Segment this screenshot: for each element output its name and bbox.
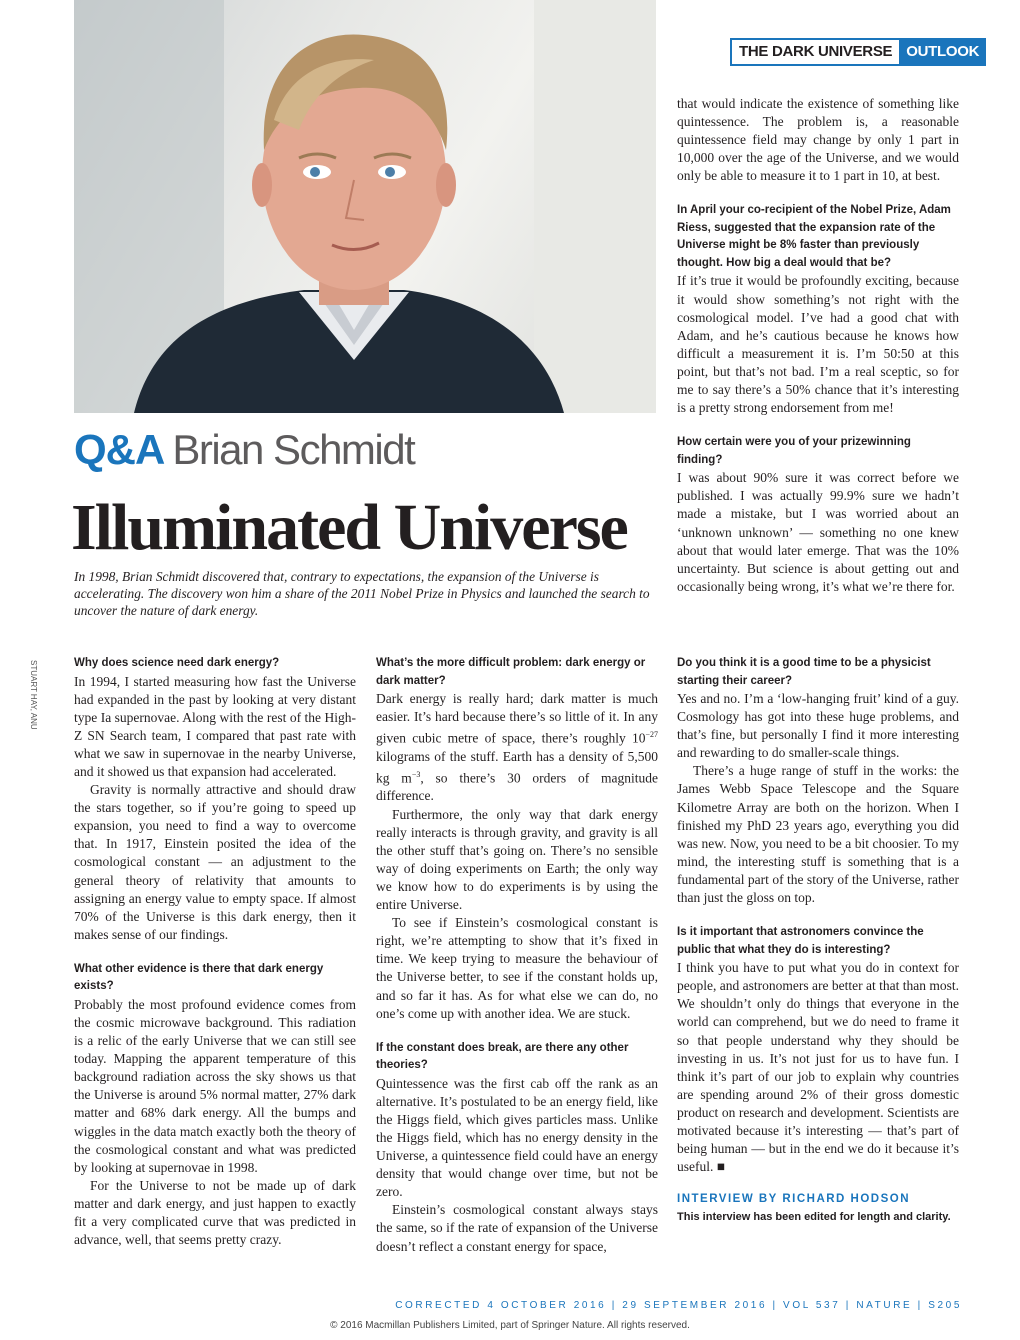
edit-note: This interview has been edited for length and clarity.	[677, 1211, 951, 1224]
question-heading: How certain were you of your prizewinning finding?	[677, 436, 911, 466]
standfirst: In 1998, Brian Schmidt discovered that, contrary to expectations, the expansion of the Universe is accelerating. The discovery won him a share of the 2011 Nobel Prize in Physics and launched the search to uncover the nature of dark energy.	[74, 569, 650, 618]
paragraph: Furthermore, the only way that dark energy really interacts is through gravity, and gravity is all the other stuff that’s going on. There’s no sensible way of doing experiments on Earth; the only way we know how to do experiments is by using the entire Universe.	[376, 806, 658, 913]
photo-credit-text: STUART HAY, ANU	[29, 660, 38, 730]
portrait-photo	[74, 0, 656, 413]
page-footer: CORRECTED 4 OCTOBER 2016 | 29 SEPTEMBER 2016 | VOL 537 | NATURE | S205	[395, 1300, 962, 1311]
question-heading: If the constant does break, are there any other theories?	[376, 1041, 629, 1072]
column-1	[74, 655, 356, 1249]
question-heading: What’s the more difficult problem: dark energy or dark matter?	[376, 657, 646, 687]
photo-credit	[28, 660, 42, 730]
paragraph: I think you have to put what you do in context for people, and astronomers are better at that than most. We shouldn’t only do things that everyone in the world can comprehend, but we do need to frame it so that people understand why they should be investing in us. It’s not just for us to have fun. I think it’s part of our job to explain why countries are spending around 2% of their gross domestic product on research and development. Scientists are motivated because it’s interesting — that’s part of being human — but in the end we do it because it’s useful. ■	[677, 960, 959, 1175]
column-3	[677, 95, 959, 596]
paragraph: If it’s true it would be profoundly exciting, because it would show something’s not right with the cosmological model. I’ve had a good chat with Adam, and he’s cautious because he knows how difficult a measurement it is. I’m 50:50 at this point, but that’s not bad. I’m a real sceptic, so for me to say there’s a 50% chance that it’s interesting is a pretty strong endorsement from me!	[677, 273, 959, 416]
paragraph: To see if Einstein’s cosmological constant is right, we’re attempting to show that it’s fixed in time. We keep trying to measure the behaviour of the Universe better, to see if the constant holds up, and so far it has. As for what else we can do, no one’s come up with another idea. We are stuck.	[376, 915, 658, 1021]
text-span: , so there’s 30 orders of magnitude difference.	[376, 770, 658, 804]
section-label: OUTLOOK	[899, 38, 986, 66]
article-title: Illuminated Universe	[71, 491, 627, 564]
column-4	[677, 655, 959, 1226]
paragraph: Yes and no. I’m a ‘low-hanging fruit’ kind of a guy. Cosmology has got into these huge problems, and that’s fine, but personally I find it more interesting and rewarding to do smaller-scale things.	[677, 691, 959, 761]
question-heading: What other evidence is there that dark energy exists?	[74, 962, 324, 993]
paragraph: Einstein’s cosmological constant always stays the same, so if the rate of expansion of the Universe doesn’t reflect a constant energy for space,	[376, 1202, 658, 1254]
paragraph	[376, 690, 658, 806]
question-heading: Why does science need dark energy?	[74, 657, 280, 669]
paragraph: Quintessence was the first cab off the rank as an alternative. It’s postulated to be an energy field, like the Higgs field, which gives particles mass. Unlike the Higgs field, which has no energy density in the Universe, a quintessence field could have an energy density that would change over time, but not be zero.	[376, 1075, 658, 1200]
interviewee-name: Brian Schmidt	[172, 426, 415, 473]
interview-byline: INTERVIEW BY RICHARD HODSON	[677, 1193, 911, 1206]
exponent: −3	[411, 769, 421, 779]
kicker	[74, 426, 414, 474]
paragraph: There’s a huge range of stuff in the works: the James Webb Space Telescope and the Square Kilometre Array are both on the horizon. When I finished my PhD 23 years ago, everything you did was new. Now, you need to be a bit choosier. To my mind, the interesting stuff is something that is a fundamental part of the story of the Universe, rather than just the gloss on top.	[677, 763, 959, 906]
question-heading: Is it important that astronomers convince the public that what they do is interesting?	[677, 926, 924, 956]
portrait-illustration	[74, 0, 656, 413]
section-tag	[730, 38, 986, 66]
paragraph: In 1994, I started measuring how fast the Universe had expanded in the past by looking at very distant type Ia supernovae. Along with the rest of the High-Z SN Search team, I compared that past rate with what we saw in supernovae in the nearby Universe, and it showed us that expansion had accelerated.	[74, 673, 356, 779]
paragraph: Probably the most profound evidence comes from the cosmic microwave background. This radiation is a relic of the early Universe that we can still see today. Mapping the apparent temperature of this background radiation across the sky shows us that the Universe is around 5% normal matter, 27% dark matter and 68% dark energy. All the bumps and wiggles in the data match exactly both the theory of the cosmological constant and what was predicted by looking at supernovae in 1998.	[74, 996, 356, 1175]
paragraph: For the Universe to not be made up of dark matter and dark energy, and just happen to exactly fit a very complicated curve that was predicted in advance, well, that seems pretty crazy.	[74, 1177, 356, 1248]
paragraph: Gravity is normally attractive and should draw the stars together, so if you’re going to speed up expansion, you need to find a way to overcome that. In 1917, Einstein posited the idea of the cosmological constant — an adjustment to the general theory of relativity that amounts to assigning an energy value to empty space. If almost 70% of the Universe is this dark energy, then it makes sense of our findings.	[74, 782, 356, 942]
question-heading: In April your co-recipient of the Nobel Prize, Adam Riess, suggested that the expansion rate of the Universe might be 8% faster than previously thought. How big a deal would that be?	[677, 204, 951, 269]
section-name: THE DARK UNIVERSE	[730, 38, 899, 66]
copyright-notice: © 2016 Macmillan Publishers Limited, part of Springer Nature. All rights reserved.	[330, 1320, 690, 1331]
qa-label: Q&A	[74, 426, 165, 473]
column-2	[376, 655, 658, 1256]
text-span: kilograms of the stuff. Earth has a density of 5,500 kg m	[376, 748, 658, 786]
question-heading: Do you think it is a good time to be a physicist starting their career?	[677, 657, 931, 687]
paragraph: I was about 90% sure it was correct before we published. I was actually 99.9% sure we hadn’t made a mistake, but I was worried about an ‘unknown unknown’ — something no one knew about that would later emerge. That was the 10% uncertainty. But science is about getting out and occasionally being wrong, it’s what we’re there for.	[677, 470, 959, 594]
paragraph: that would indicate the existence of something like quintessence. The problem is, a reasonable quintessence field may change by only 1 part in 10,000 over the age of the Universe, and we would only be able to measure it to 1 part in 10, at best.	[677, 96, 959, 184]
exponent: −27	[645, 730, 658, 740]
text-span: Dark energy is really hard; dark matter is much easier. It’s hard because there’s so little of it. In any given cubic metre of space, there’s roughly 10	[376, 691, 658, 746]
